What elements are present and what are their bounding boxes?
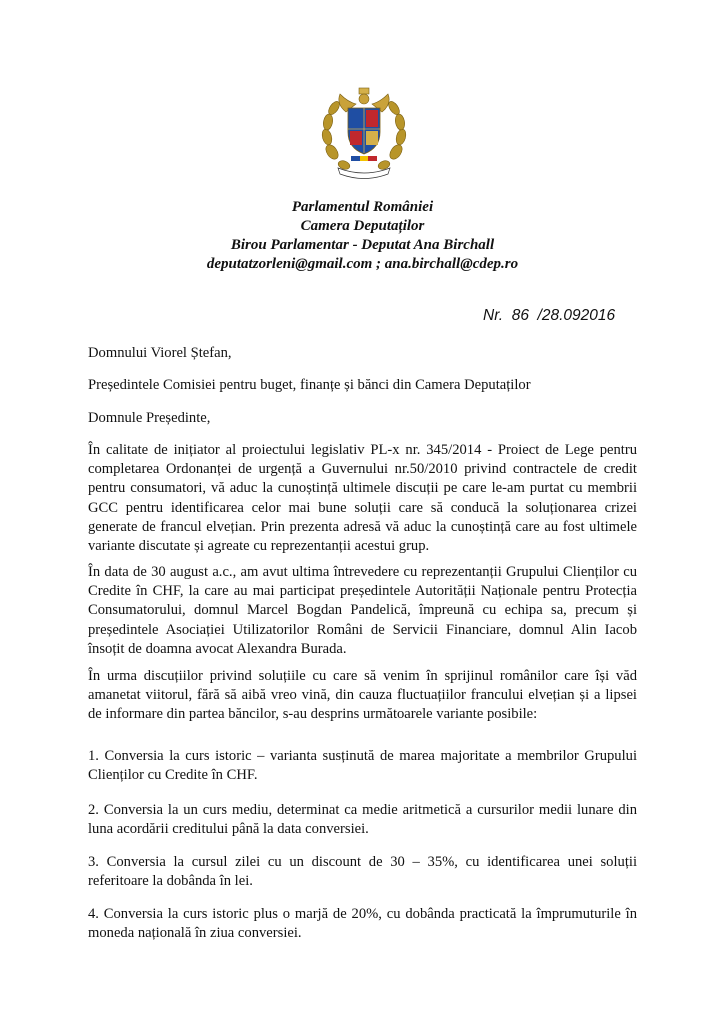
letterhead-parliament: Parlamentul României [291,199,434,215]
salutation: Domnule Președinte, [88,410,211,426]
reference-number: Nr. 86 /28.092016 [483,307,616,324]
letterhead-emails: deputatzorleni@gmail.com ; ana.birchall@cdep.ro [206,256,519,272]
letterhead [0,198,725,274]
paragraph-meeting: În data de 30 august a.c., am avut ultima întrevedere cu reprezentanții Grupului Clienților cu Credite în CHF, la care au mai participat președintele Autorității Naționale pentru Protecția Consumatorului, domnul Marcel Bogdan Pandelică, împreună cu echipa sa, precum și președintele Asociației Utilizatorilor Români de Servicii Financiare, domnul Alin Iacob însoțit de doamna avocat Alexandra Burada. [88,564,637,657]
list-item-option-3: 3. Conversia la cursul zilei cu un discount de 30 – 35%, cu identificarea unei soluții referitoare la dobânda în lei. [88,854,637,890]
addressee: Domnului Viorel Ștefan, [88,345,232,361]
list-item-option-1: 1. Conversia la curs istoric – varianta susținută de marea majoritate a membrilor Grupului Clienților cu Credite în CHF. [88,748,637,784]
paragraph-discussions: În urma discuțiilor privind soluțiile cu care să venim în sprijinul românilor care își văd amanetat viitorul, fără să aibă vreo vină, din cauza fluctuațiilor francului elvețian și a lipsei de informare din partea băncilor, s-au desprins următoarele variante posibile: [88,668,637,723]
list-item-option-4: 4. Conversia la curs istoric plus o marjă de 20%, cu dobânda practicată la împrumuturile în moneda națională în ziua conversiei. [88,906,637,942]
letterhead-office: Birou Parlamentar - Deputat Ana Birchall [230,237,495,253]
letterhead-chamber: Camera Deputaților [300,218,425,234]
list-item-option-2: 2. Conversia la un curs mediu, determinat ca medie aritmetică a cursurilor medii lunare din luna acordării creditului până la data conversiei. [88,802,637,838]
addressee-title: Președintele Comisiei pentru buget, finanțe și bănci din Camera Deputaților [88,377,531,393]
chamber-of-deputies-seal [318,82,410,182]
paragraph-introduction: În calitate de inițiator al proiectului legislativ PL-x nr. 345/2014 - Proiect de Lege pentru completarea Ordonanței de urgență a Guvernului nr.50/2010 privind contractele de credit pentru consumatori, vă aduc la cunoștință ultimele discuții pe care le-am purtat cu membrii GCC pentru identificarea celor mai bune soluții care să conducă la soluționarea crizei generate de francul elvețian. Prin prezenta adresă vă aduc la cunoștință care au fost ultimele variante discutate și agreate cu reprezentanții acestui grup. [88,442,637,555]
